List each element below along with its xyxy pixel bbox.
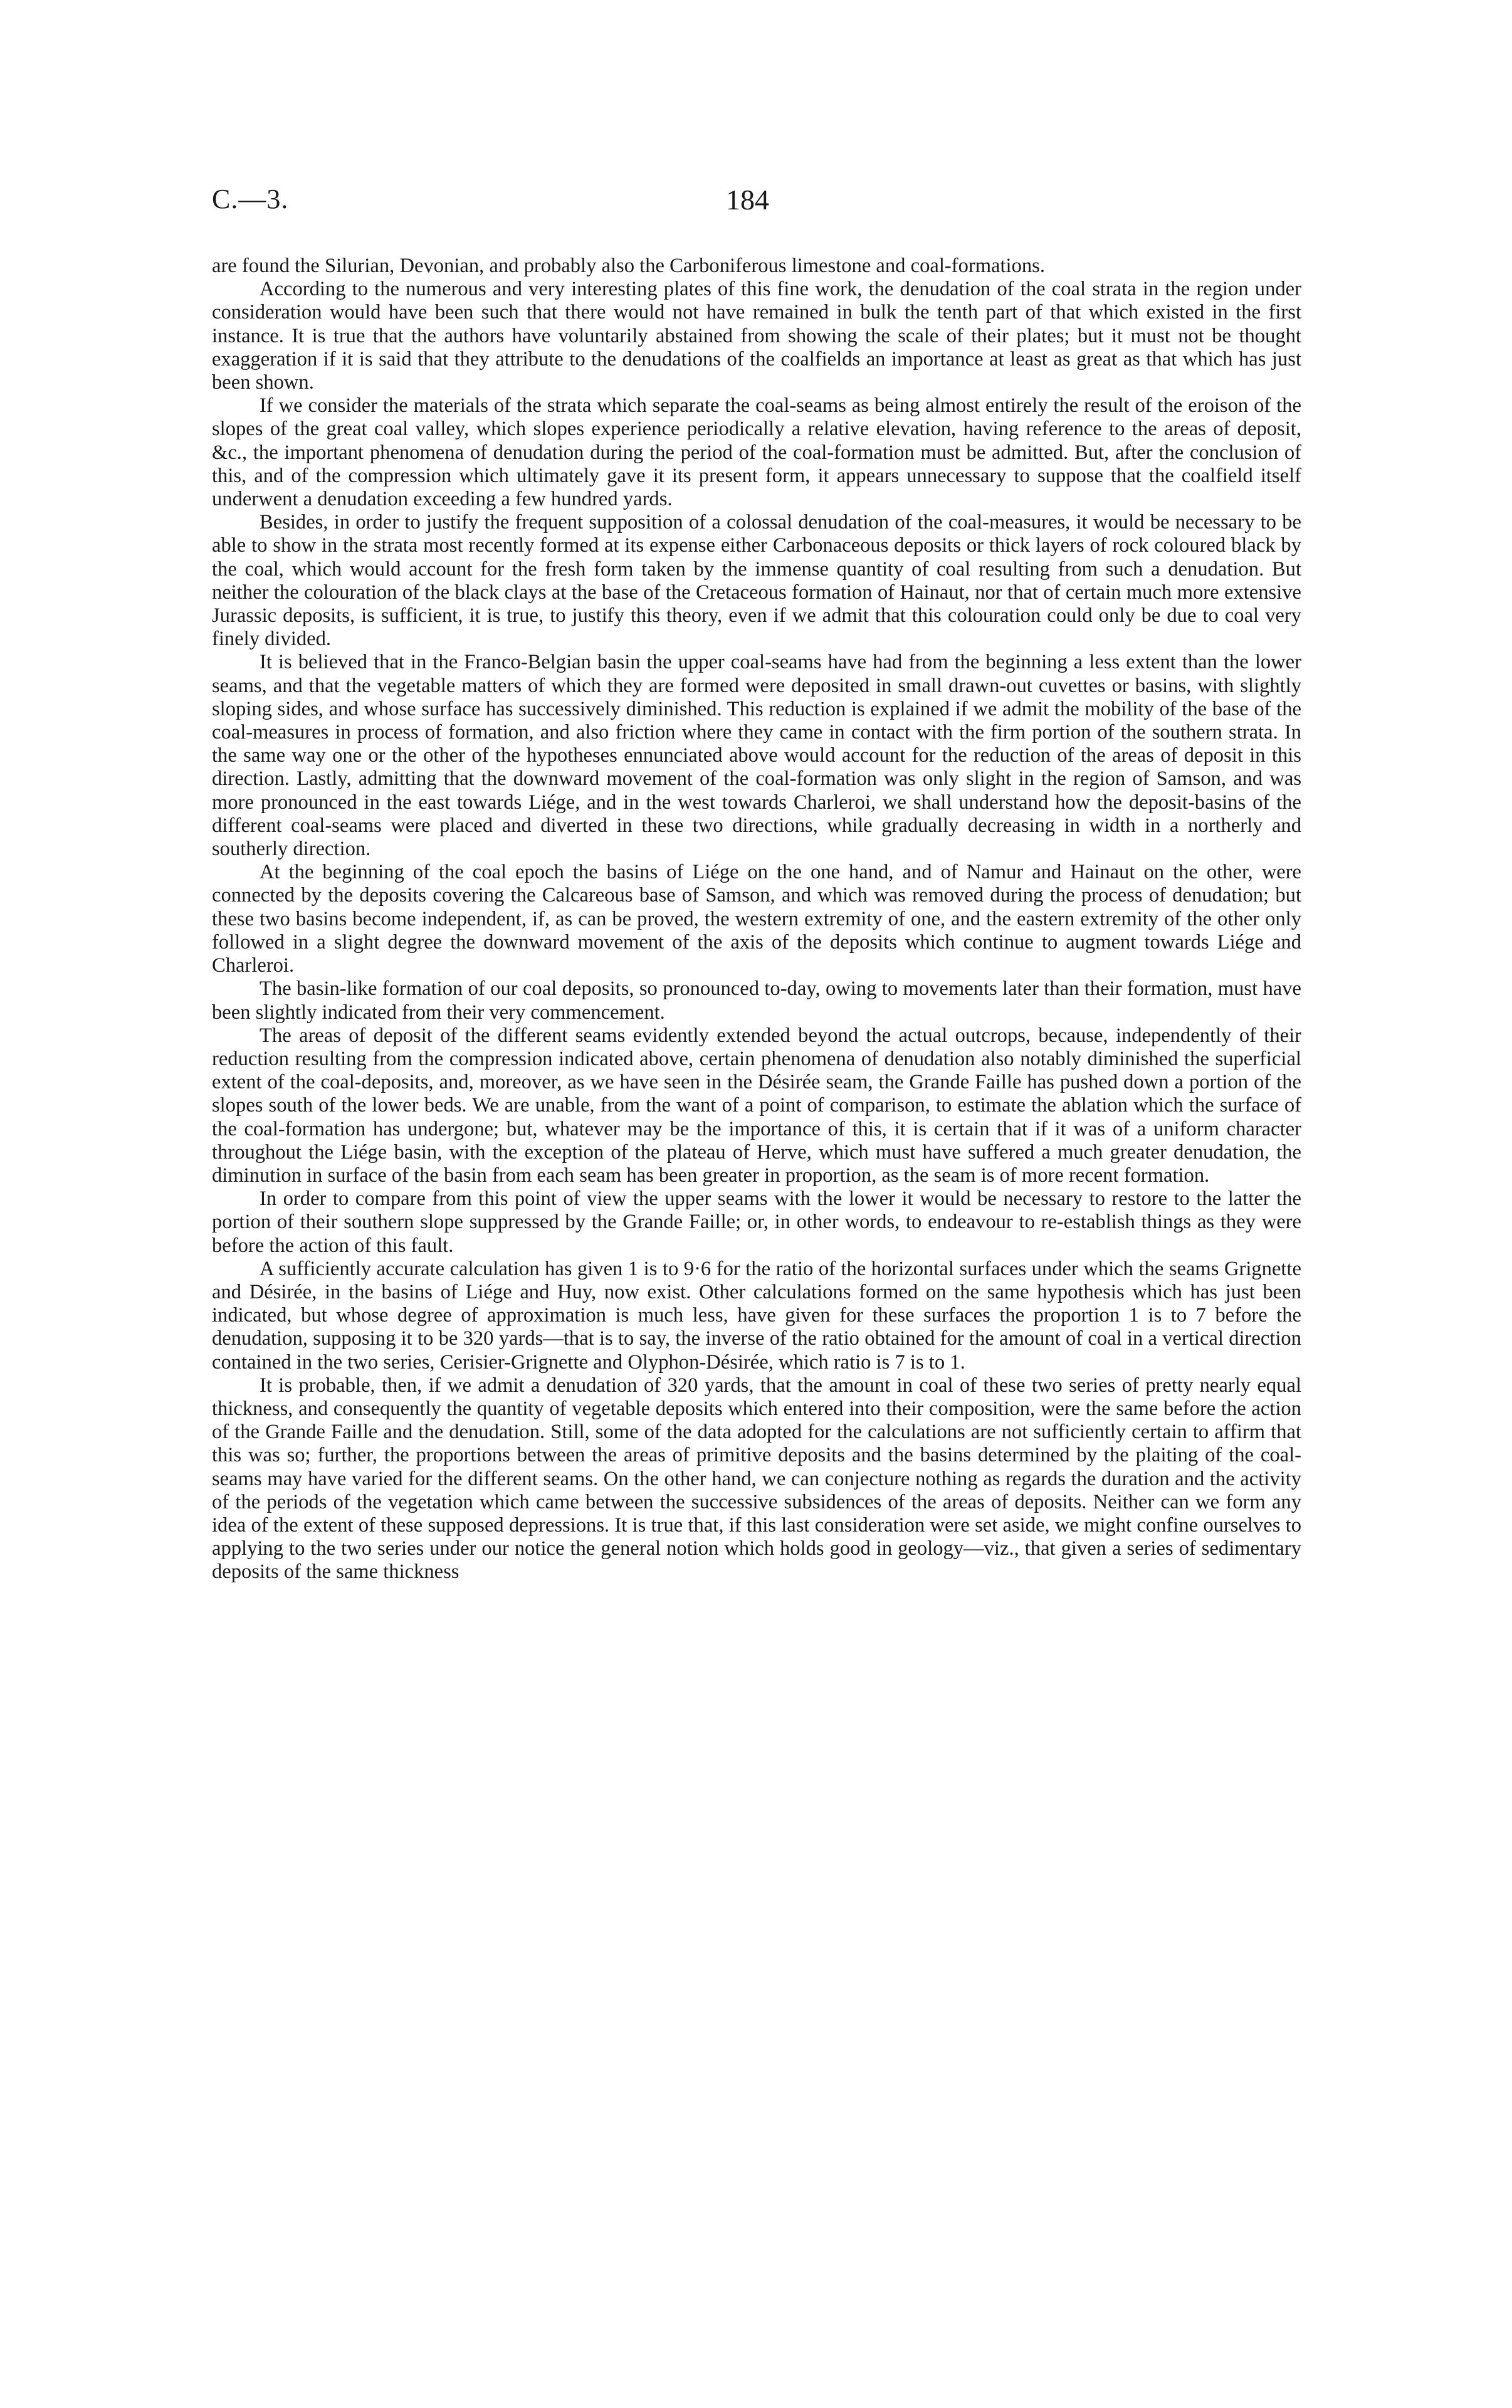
paragraph: It is believed that in the Franco-Belgian basin the upper coal-seams have had from the beginning a less extent than the lower seams, and that the vegetable matters of which they are formed were deposited in small drawn-out cuvettes or basins, with slightly sloping sides, and whose surface has successively diminished. This reduction is explained if we admit the mobility of the base of the coal-measures in process of formation, and also friction where they came in contact with the firm portion of the southern strata. In the same way one or the other of the hypotheses ennunciated above would account for the reduction of the areas of deposit in this direction. Lastly, admitting that the downward movement of the coal-formation was only slight in the region of Samson, and was more pronounced in the east towards Liége, and in the west towards Charleroi, we shall understand how the deposit-basins of the different coal-seams were placed and diverted in these two directions, while gradually decreasing in width in a northerly and southerly direction.	[212, 651, 1301, 861]
paragraph: At the beginning of the coal epoch the basins of Liége on the one hand, and of Namur and Hainaut on the other, were connected by the deposits covering the Calcareous base of Samson, and which was removed during the process of denudation; but these two basins become independent, if, as can be proved, the western extremity of one, and the eastern extremity of the other only followed in a slight degree the downward movement of the axis of the deposits which continue to augment towards Liége and Charleroi.	[212, 861, 1301, 977]
page-header	[212, 183, 1315, 227]
paragraph: The areas of deposit of the different seams evidently extended beyond the actual outcrops, because, independently of their reduction resulting from the compression indicated above, certain phenomena of denudation also notably diminished the superficial extent of the coal-deposits, and, moreover, as we have seen in the Désirée seam, the Grande Faille has pushed down a portion of the slopes south of the lower beds. We are unable, from the want of a point of comparison, to estimate the ablation which the surface of the coal-formation has undergone; but, whatever may be the importance of this, it is certain that if it was of a uniform character throughout the Liége basin, with the exception of the plateau of Herve, which must have suffered a much greater denudation, the diminution in surface of the basin from each seam has been greater in proportion, as the seam is of more recent formation.	[212, 1024, 1301, 1187]
paragraph: According to the numerous and very interesting plates of this fine work, the denudation of the coal strata in the region under consideration would have been such that there would not have remained in bulk the tenth part of that which existed in the first instance. It is true that the authors have voluntarily abstained from showing the scale of their plates; but it must not be thought exaggeration if it is said that they attribute to the denudations of the coalfields an importance at least as great as that which has just been shown.	[212, 278, 1301, 394]
paragraph: The basin-like formation of our coal deposits, so pronounced to-day, owing to movements later than their formation, must have been slightly indicated from their very commencement.	[212, 977, 1301, 1024]
paragraph: In order to compare from this point of view the upper seams with the lower it would be necessary to restore to the latter the portion of their southern slope suppressed by the Grande Faille; or, in other words, to endeavour to re-establish things as they were before the action of this fault.	[212, 1187, 1301, 1257]
paragraph: If we consider the materials of the strata which separate the coal-seams as being almost entirely the result of the eroison of the slopes of the great coal valley, which slopes experience periodically a relative elevation, having reference to the areas of deposit, &c., the important phenomena of denudation during the period of the coal-formation must be admitted. But, after the conclusion of this, and of the compression which ultimately gave it its present form, it appears unnecessary to suppose that the coalfield itself underwent a denudation exceeding a few hundred yards.	[212, 394, 1301, 511]
page-number: 184	[726, 184, 769, 216]
paragraph-continued: are found the Silurian, Devonian, and probably also the Carboniferous limestone and coal-formations.	[212, 255, 1046, 277]
paragraph: Besides, in order to justify the frequent supposition of a colossal denudation of the coal-measures, it would be necessary to be able to show in the strata most recently formed at its expense either Carbonaceous deposits or thick layers of rock coloured black by the coal, which would account for the fresh form taken by the immense quantity of coal resulting from such a denudation. But neither the colouration of the black clays at the base of the Cretaceous formation of Hainaut, nor that of certain much more extensive Jurassic deposits, is sufficient, it is true, to justify this theory, even if we admit that this colouration could only be due to coal very finely divided.	[212, 511, 1301, 651]
paragraph: A sufficiently accurate calculation has given 1 is to 9·6 for the ratio of the horizontal surfaces under which the seams Grignette and Désirée, in the basins of Liége and Huy, now exist. Other calculations formed on the same hypothesis which has just been indicated, but whose degree of approximation is much less, have given for these surfaces the proportion 1 is to 7 before the denudation, supposing it to be 320 yards—that is to say, the inverse of the ratio obtained for the amount of coal in a vertical direction contained in the two series, Cerisier-Grignette and Olyphon-Désirée, which ratio is 7 is to 1.	[212, 1257, 1301, 1374]
document-reference: C.—3.	[212, 184, 289, 214]
body-text	[212, 255, 1301, 1584]
paragraph: It is probable, then, if we admit a denudation of 320 yards, that the amount in coal of these two series of pretty nearly equal thickness, and consequently the quantity of vegetable deposits which entered into their composition, were the same before the action of the Grande Faille and the denudation. Still, some of the data adopted for the calculations are not sufficiently certain to affirm that this was so; further, the proportions between the areas of primitive deposits and the basins determined by the plaiting of the coal-seams may have varied for the different seams. On the other hand, we can conjecture nothing as regards the duration and the activity of the periods of the vegetation which came between the successive subsidences of the areas of deposits. Neither can we form any idea of the extent of these supposed depressions. It is true that, if this last consideration were set aside, we might confine ourselves to applying to the two series under our notice the general notion which holds good in geology—viz., that given a series of sedimentary deposits of the same thickness	[212, 1374, 1301, 1584]
